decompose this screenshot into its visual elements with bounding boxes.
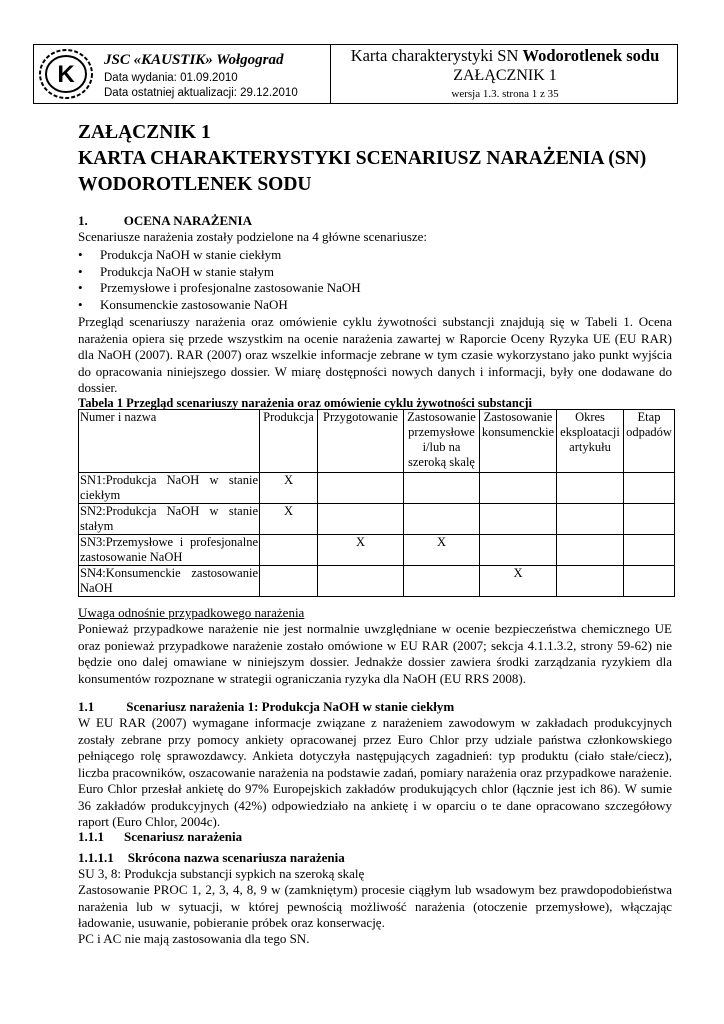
title-line-1: ZAŁĄCZNIK 1: [78, 122, 211, 143]
section-1-number: 1.: [78, 213, 88, 228]
scenario-list: [78, 247, 672, 313]
document-title-header: [335, 46, 675, 66]
list-item: • Przemysłowe i profesjonalne zastosowanie NaOH: [78, 280, 672, 297]
su-line: SU 3, 8: Produkcja substancji sypkich na szeroką skalę: [78, 866, 365, 881]
logo-letter: K: [57, 61, 75, 88]
table-cell: [624, 535, 675, 566]
scenario-table: [78, 409, 675, 597]
table-cell: [557, 504, 624, 535]
table-cell: [318, 566, 404, 597]
table-cell: [557, 566, 624, 597]
title-line-2: KARTA CHARAKTERYSTYKI SCENARIUSZ NARAŻENIA (SN): [78, 148, 647, 169]
title-line-3: WODOROTLENEK SODU: [78, 174, 312, 195]
section-1-1-1-heading: [78, 829, 672, 846]
table-cell: SN3:Przemysłowe i profesjonalne zastosowanie NaOH: [80, 535, 258, 564]
table-row: [79, 473, 675, 504]
pc-ac-note: PC i AC nie mają zastosowania dla tego SN.: [78, 931, 310, 946]
table-row: [79, 504, 675, 535]
company-name: JSC «KAUSTIK» Wołgograd: [104, 52, 284, 68]
table-cell: [404, 566, 480, 597]
table-cell: X: [318, 535, 404, 566]
header-cell: Produkcja: [260, 410, 318, 473]
note-heading: Uwaga odnośnie przypadkowego narażenia: [78, 605, 305, 620]
table-cell: [260, 566, 318, 597]
section-1-1-title: Scenariusz narażenia 1: Produkcja NaOH w stanie ciekłym: [126, 699, 455, 714]
section-1-paragraph: Przegląd scenariuszy narażenia oraz omówienie cyklu żywotności substancji znajdują się w Tabeli 1. Ocena narażenia opiera się przede wszystkim na ocenie narażenia zawartej w Raporcie Oceny Ryzyka UE (EU RAR) dla NaOH (2007). RAR (2007) oraz wszelkie informacje zebrane w tym czasie wykorzystano jako punkt wyjścia do opracowania niniejszego dossier. W miarę dostępności nowych danych i informacji, były one dodawane do dossier.: [78, 314, 672, 395]
doc-title-substance: Wodorotlenek sodu: [522, 46, 660, 65]
header-cell: Zastosowanie przemysłowe i/lub na szeroką skalę: [404, 410, 480, 473]
header-cell: Numer i nazwa: [79, 410, 260, 473]
table-cell: X: [404, 535, 480, 566]
annex-label: ZAŁĄCZNIK 1: [453, 67, 557, 84]
table-cell: [480, 535, 557, 566]
table-cell: [404, 504, 480, 535]
list-item: • Produkcja NaOH w stanie ciekłym: [78, 247, 672, 264]
header-cell: Okres eksploatacji artykułu: [557, 410, 624, 473]
section-1-1-text: W EU RAR (2007) wymagane informacje związane z narażeniem zawodowym w zakładach produkcyjnych zostały zebrane przy pomocy ankiety opracowanej przez Euro Chlor przy udziale państwa członkowskiego pełniącego rolę sprawozdawcy. Ankieta dotyczyła następujących zagadnień: typ produktu (ciało stałe/ciecz), liczba pracowników, oszacowanie narażenia na podstawie zadań, pomiary narażenia oraz przypadkowe narażenie. Euro Chlor przesłał ankietę do 97% Europejskich zakładów produkujących chlor (łącznie jest ich 86). W sumie 36 zakładów produkcyjnych (42%) odpowiedziało na ankietę i w oparciu o te dane opracowano szczegółowy raport (Euro Chlor, 2004c).: [78, 715, 672, 829]
table-cell: [480, 504, 557, 535]
table-cell: X: [480, 566, 557, 597]
section-1-1-1-1-heading: [78, 850, 672, 867]
table-cell: [624, 504, 675, 535]
section-1-1-1-1-number: 1.1.1.1: [78, 850, 114, 865]
note-text: Ponieważ przypadkowe narażenie nie jest normalnie uwzględniane w ocenie bezpieczeństwa chemicznego UE oraz ponieważ przypadkowe narażenie zostało omówione w EU RAR (2007; sekcja 4.1.1.3.2, strony 59-62) nie będzie ono dalej omawiane w niniejszym dossier. Jednakże dossier zawiera środki zarządzania ryzykiem dla konsumentów rozpoznane w strategii ograniczania ryzyka dla NaOH (EU RRS 2008).: [78, 621, 672, 686]
table-cell: [318, 504, 404, 535]
section-1-1-1-1-title: Skrócona nazwa scenariusza narażenia: [127, 850, 345, 865]
table-cell: X: [260, 473, 318, 504]
section-1-1-1-number: 1.1.1: [78, 829, 104, 844]
table-cell: [557, 473, 624, 504]
header-cell: Etap odpadów: [624, 410, 675, 473]
table-cell: [624, 473, 675, 504]
table-cell: X: [260, 504, 318, 535]
header-cell: Przygotowanie: [318, 410, 404, 473]
table-row: [79, 566, 675, 597]
issue-date: Data wydania: 01.09.2010: [104, 72, 238, 84]
table-cell: [404, 473, 480, 504]
doc-title-prefix: Karta charakterystyki SN: [350, 46, 523, 65]
section-1-title: OCENA NARAŻENIA: [123, 213, 252, 228]
table-header-row: [79, 410, 675, 473]
section-1-intro: Scenariusze narażenia zostały podzielone na 4 główne scenariusze:: [78, 229, 428, 244]
table-cell: [318, 473, 404, 504]
section-1-1-number: 1.1: [78, 699, 95, 714]
section-1-heading: [78, 213, 672, 230]
table-cell: [260, 535, 318, 566]
company-logo: [36, 47, 96, 101]
header-cell: Zastosowanie konsumenckie: [480, 410, 557, 473]
header-divider: [330, 44, 331, 104]
list-item: • Produkcja NaOH w stanie stałym: [78, 264, 672, 281]
version-page: wersja 1.3. strona 1 z 35: [451, 88, 559, 100]
list-item: • Konsumenckie zastosowanie NaOH: [78, 297, 672, 314]
table-1-caption: Tabela 1 Przegląd scenariuszy narażenia oraz omówienie cyklu żywotności substancji: [78, 396, 533, 410]
table-cell: SN4:Konsumenckie zastosowanie NaOH: [80, 566, 258, 595]
section-1-1-heading: [78, 699, 672, 716]
table-cell: SN2:Produkcja NaOH w stanie stałym: [80, 504, 258, 533]
table-cell: SN1:Produkcja NaOH w stanie ciekłym: [80, 473, 258, 502]
section-1-1-1-title: Scenariusz narażenia: [124, 829, 243, 844]
table-cell: [480, 473, 557, 504]
table-row: [79, 535, 675, 566]
table-cell: [557, 535, 624, 566]
table-cell: [624, 566, 675, 597]
proc-text: Zastosowanie PROC 1, 2, 3, 4, 8, 9 w (zamkniętym) procesie ciągłym lub wsadowym bez prawdopodobieństwa narażenia lub w sytuacji, w której pewnością możliwość narażenia (otoczenie przemysłowe), włączając ładowanie, usuwanie, pobieranie próbek oraz konserwację.: [78, 882, 672, 930]
update-date: Data ostatniej aktualizacji: 29.12.2010: [104, 87, 298, 99]
